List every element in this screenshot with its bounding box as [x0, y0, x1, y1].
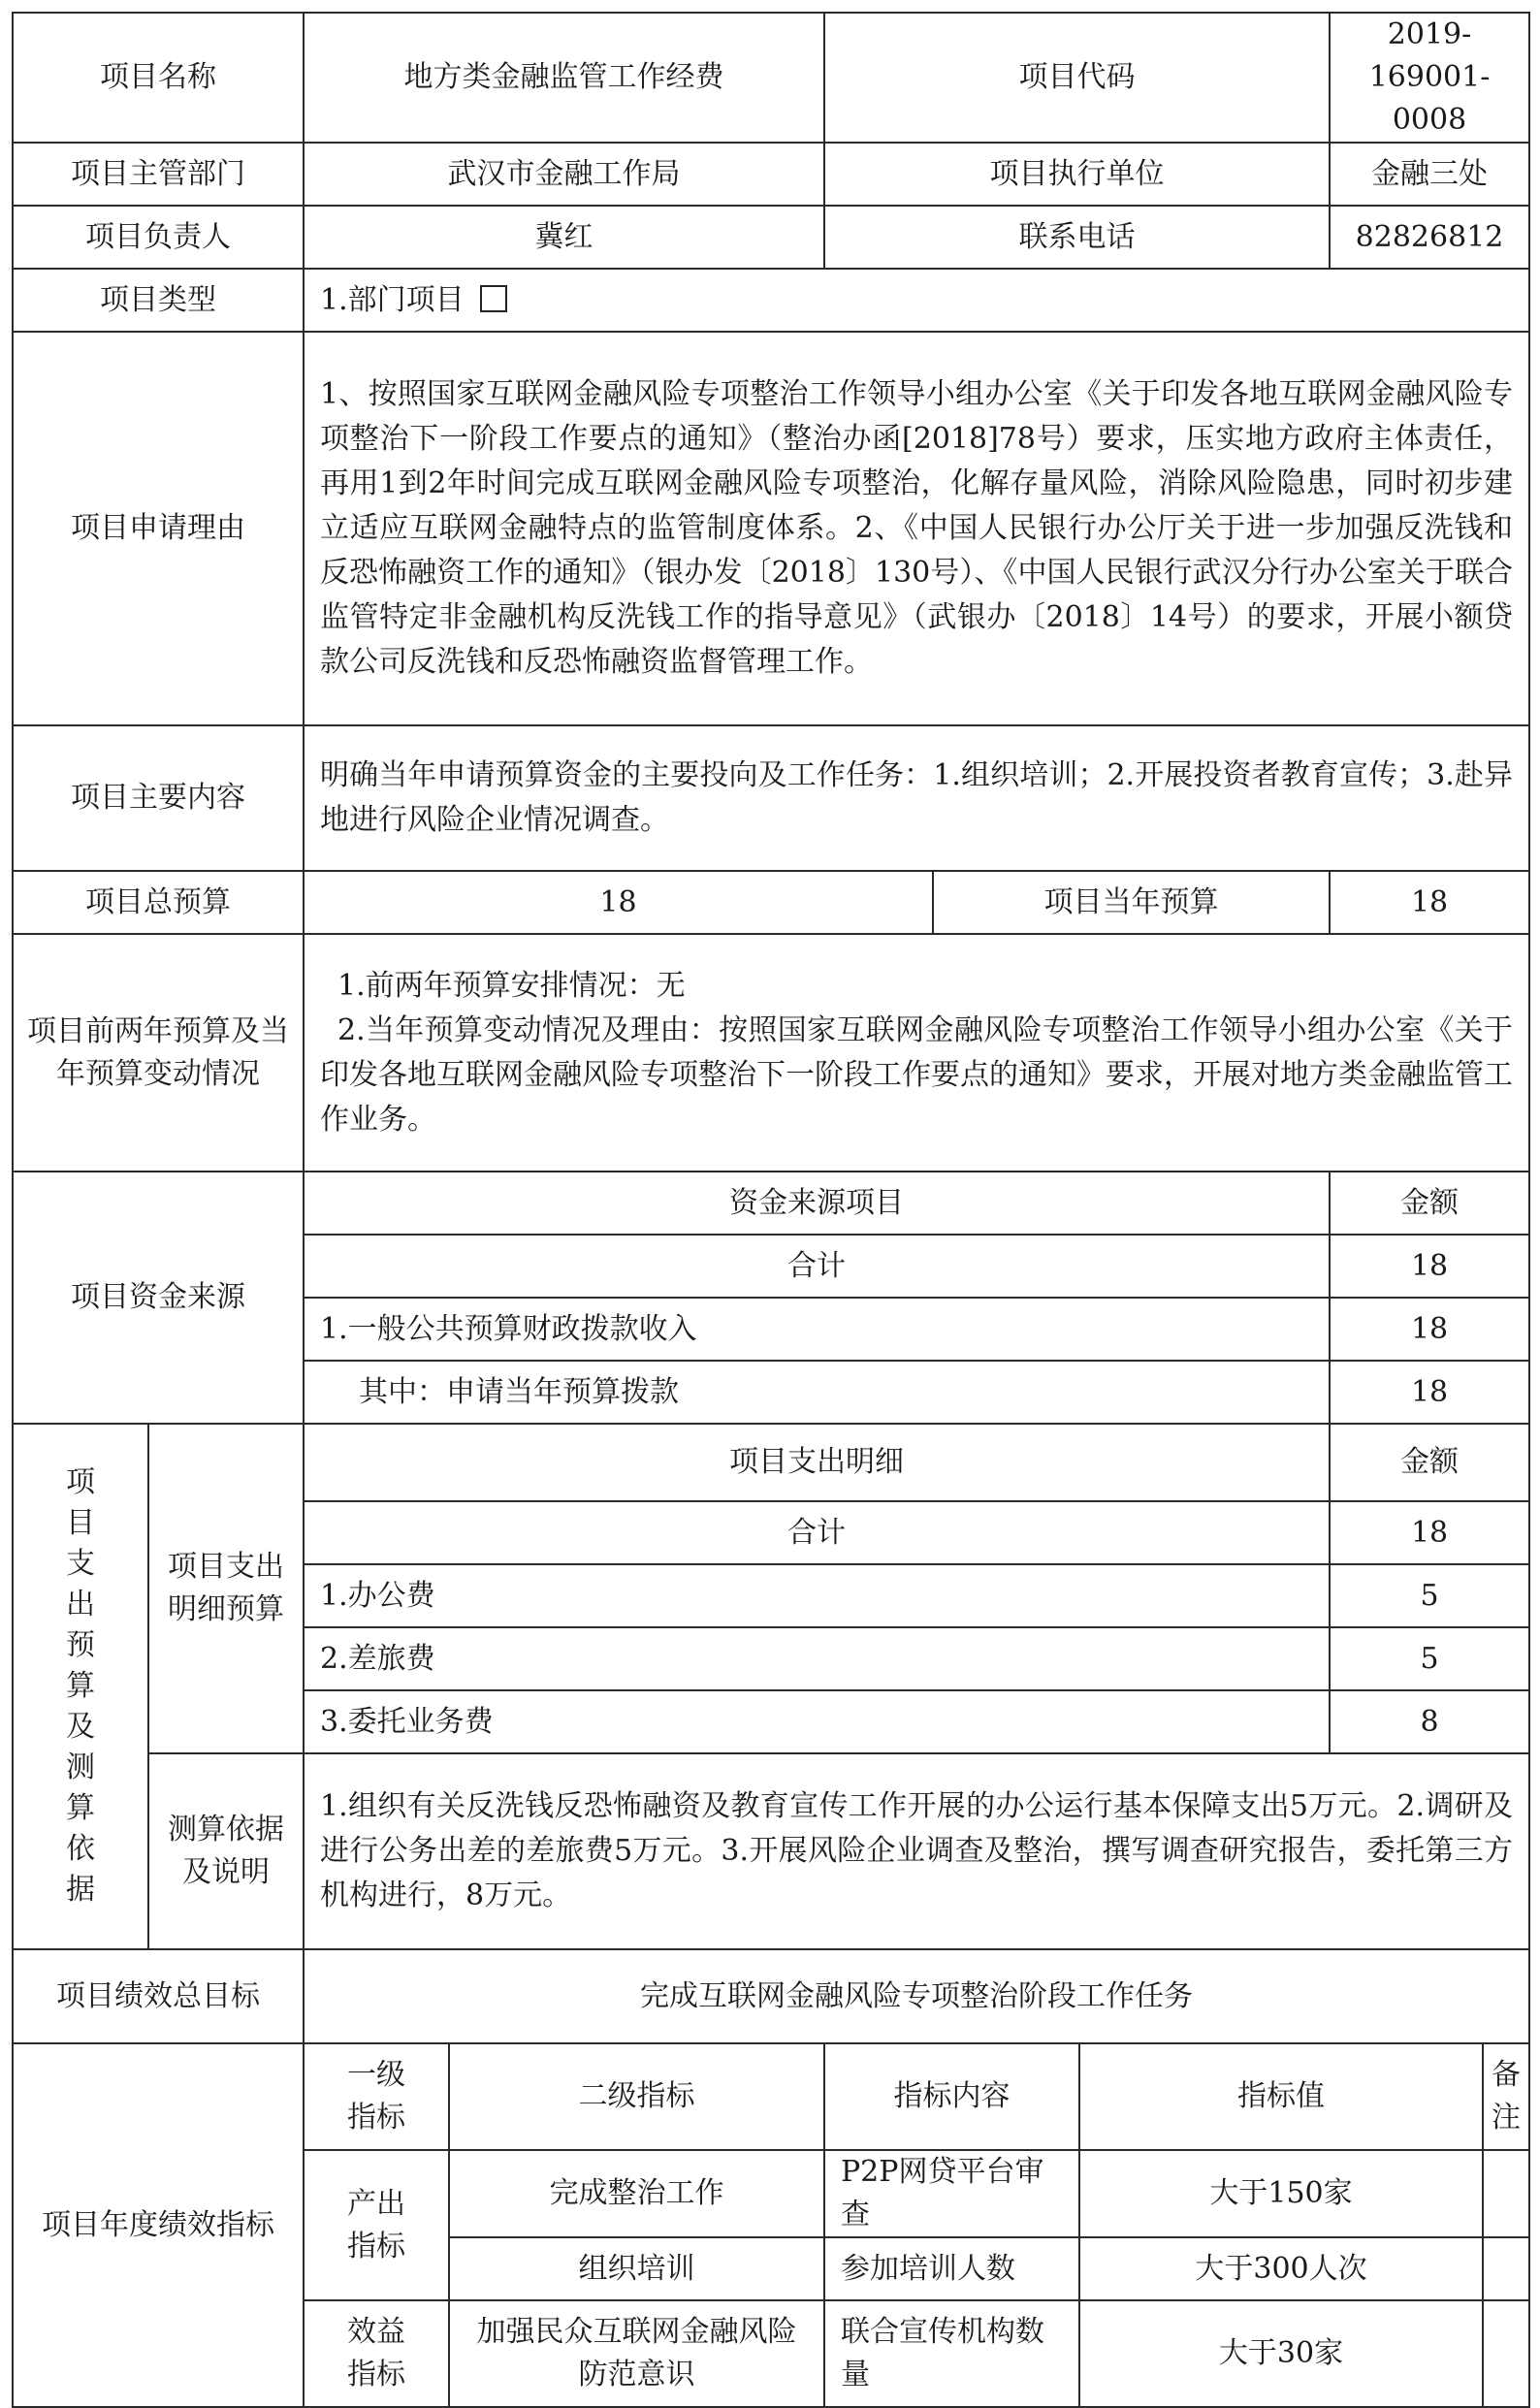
indicator-content: 联合宣传机构数量 [824, 2300, 1079, 2407]
main-content-text: 明确当年申请预算资金的主要投向及工作任务：1.组织培训；2.开展投资者教育宣传；3.赴异地进行风险企业情况调查。 [304, 725, 1529, 871]
phone-value: 82826812 [1330, 206, 1529, 269]
department-label: 项目主管部门 [13, 143, 304, 206]
benefit-indicator-label: 效益指标 [304, 2300, 449, 2407]
indicator-header-level2: 二级指标 [449, 2043, 824, 2150]
total-budget-value: 18 [304, 871, 933, 934]
prev-budget-text [304, 934, 1529, 1172]
leader-label: 项目负责人 [13, 206, 304, 269]
indicator-header-note: 备注 [1483, 2043, 1529, 2150]
funding-amount: 18 [1330, 1361, 1529, 1424]
department-value: 武汉市金融工作局 [304, 143, 824, 206]
row-project-name [13, 13, 1529, 143]
indicator-level2: 完成整治工作 [449, 2150, 824, 2237]
funding-header-item: 资金来源项目 [304, 1172, 1330, 1235]
expenditure-header-row [13, 1424, 1529, 1501]
total-budget-label: 项目总预算 [13, 871, 304, 934]
expenditure-header-amount: 金额 [1330, 1424, 1529, 1501]
funding-header-amount: 金额 [1330, 1172, 1529, 1235]
indicators-label: 项目年度绩效指标 [13, 2043, 304, 2407]
row-reason [13, 332, 1529, 725]
phone-label: 联系电话 [824, 206, 1330, 269]
checkbox-icon [480, 285, 507, 312]
expenditure-item: 3.委托业务费 [304, 1690, 1330, 1753]
expenditure-item: 合计 [304, 1501, 1330, 1564]
funding-amount: 18 [1330, 1298, 1529, 1361]
funding-item: 1.一般公共预算财政拨款收入 [304, 1298, 1330, 1361]
prev-budget-label: 项目前两年预算及当年预算变动情况 [13, 934, 304, 1172]
indicator-note [1483, 2237, 1529, 2300]
goal-row [13, 1949, 1529, 2043]
goal-text: 完成互联网金融风险专项整治阶段工作任务 [304, 1949, 1529, 2043]
funding-item: 其中：申请当年预算拨款 [304, 1361, 1330, 1424]
indicator-header-row [13, 2043, 1529, 2150]
reason-text: 1、按照国家互联网金融风险专项整治工作领导小组办公室《关于印发各地互联网金融风险专项整治下一阶段工作要点的通知》（整治办函[2018]78号）要求，压实地方政府主体责任，再用1到2年时间完成互联网金融风险专项整治，化解存量风险，消除风险隐患，同时初步建立适应互联网金融特点的监管制度体系。2、《中国人民银行办公厅关于进一步加强反洗钱和反恐怖融资工作的通知》（银办发〔2018〕130号）、《中国人民银行武汉分行办公室关于联合监管特定非金融机构反洗钱工作的指导意见》（武银办〔2018〕14号）的要求，开展小额贷款公司反洗钱和反恐怖融资监督管理工作。 [304, 332, 1529, 725]
indicator-level2: 加强民众互联网金融风险防范意识 [449, 2300, 824, 2407]
reason-label: 项目申请理由 [13, 332, 304, 725]
indicator-content: 参加培训人数 [824, 2237, 1079, 2300]
year-budget-label: 项目当年预算 [933, 871, 1330, 934]
indicator-header-value: 指标值 [1079, 2043, 1483, 2150]
row-main-content [13, 725, 1529, 871]
prev-budget-line1: 1.前两年预算安排情况：无 [337, 968, 686, 1003]
expenditure-header-item: 项目支出明细 [304, 1424, 1330, 1501]
funding-header-row [13, 1172, 1529, 1235]
project-name-label: 项目名称 [13, 13, 304, 143]
indicator-value: 大于150家 [1079, 2150, 1483, 2237]
goal-label: 项目绩效总目标 [13, 1949, 304, 2043]
expenditure-amount: 5 [1330, 1627, 1529, 1690]
project-type-label: 项目类型 [13, 269, 304, 332]
expenditure-detail-label: 项目支出明细预算 [148, 1424, 304, 1753]
leader-value: 冀红 [304, 206, 824, 269]
prev-budget-line2: 2.当年预算变动情况及理由：按照国家互联网金融风险专项整治工作领导小组办公室《关于印发各地互联网金融风险专项整治下一阶段工作要点的通知》要求，开展对地方类金融监管工作业务。 [320, 1012, 1514, 1137]
executing-unit-value: 金融三处 [1330, 143, 1529, 206]
indicator-header-level1: 一级指标 [304, 2043, 449, 2150]
project-code-value: 2019-169001-0008 [1330, 13, 1529, 143]
project-budget-table [12, 12, 1530, 2408]
expenditure-item: 1.办公费 [304, 1564, 1330, 1627]
row-project-type [13, 269, 1529, 332]
expenditure-amount: 8 [1330, 1690, 1529, 1753]
funding-item: 合计 [304, 1235, 1330, 1298]
expenditure-item: 2.差旅费 [304, 1627, 1330, 1690]
project-type-value: 1.部门项目 [320, 282, 465, 317]
funding-amount: 18 [1330, 1235, 1529, 1298]
basis-label: 测算依据及说明 [148, 1753, 304, 1949]
funding-label: 项目资金来源 [13, 1172, 304, 1424]
project-code-label: 项目代码 [824, 13, 1330, 143]
expenditure-amount: 18 [1330, 1501, 1529, 1564]
row-department [13, 143, 1529, 206]
indicator-content: P2P网贷平台审查 [824, 2150, 1079, 2237]
expenditure-amount: 5 [1330, 1564, 1529, 1627]
executing-unit-label: 项目执行单位 [824, 143, 1330, 206]
indicator-header-content: 指标内容 [824, 2043, 1079, 2150]
basis-text: 1.组织有关反洗钱反恐怖融资及教育宣传工作开展的办公运行基本保障支出5万元。2.调研及进行公务出差的差旅费5万元。3.开展风险企业调查及整治，撰写调查研究报告，委托第三方机构进行，8万元。 [304, 1753, 1529, 1949]
row-leader [13, 206, 1529, 269]
expenditure-outer-label [13, 1424, 148, 1949]
project-type-value-cell [304, 269, 1529, 332]
indicator-level2: 组织培训 [449, 2237, 824, 2300]
output-indicator-label: 产出指标 [304, 2150, 449, 2300]
project-name-value: 地方类金融监管工作经费 [304, 13, 824, 143]
indicator-note [1483, 2150, 1529, 2237]
indicator-value: 大于30家 [1079, 2300, 1483, 2407]
row-prev-budget [13, 934, 1529, 1172]
indicator-value: 大于300人次 [1079, 2237, 1483, 2300]
year-budget-value: 18 [1330, 871, 1529, 934]
budget-form [12, 12, 1528, 2408]
indicator-note [1483, 2300, 1529, 2407]
row-budget [13, 871, 1529, 934]
expenditure-outer-label-text: 项目支出预算及测算依据 [66, 1465, 95, 1907]
main-content-label: 项目主要内容 [13, 725, 304, 871]
basis-row [13, 1753, 1529, 1949]
